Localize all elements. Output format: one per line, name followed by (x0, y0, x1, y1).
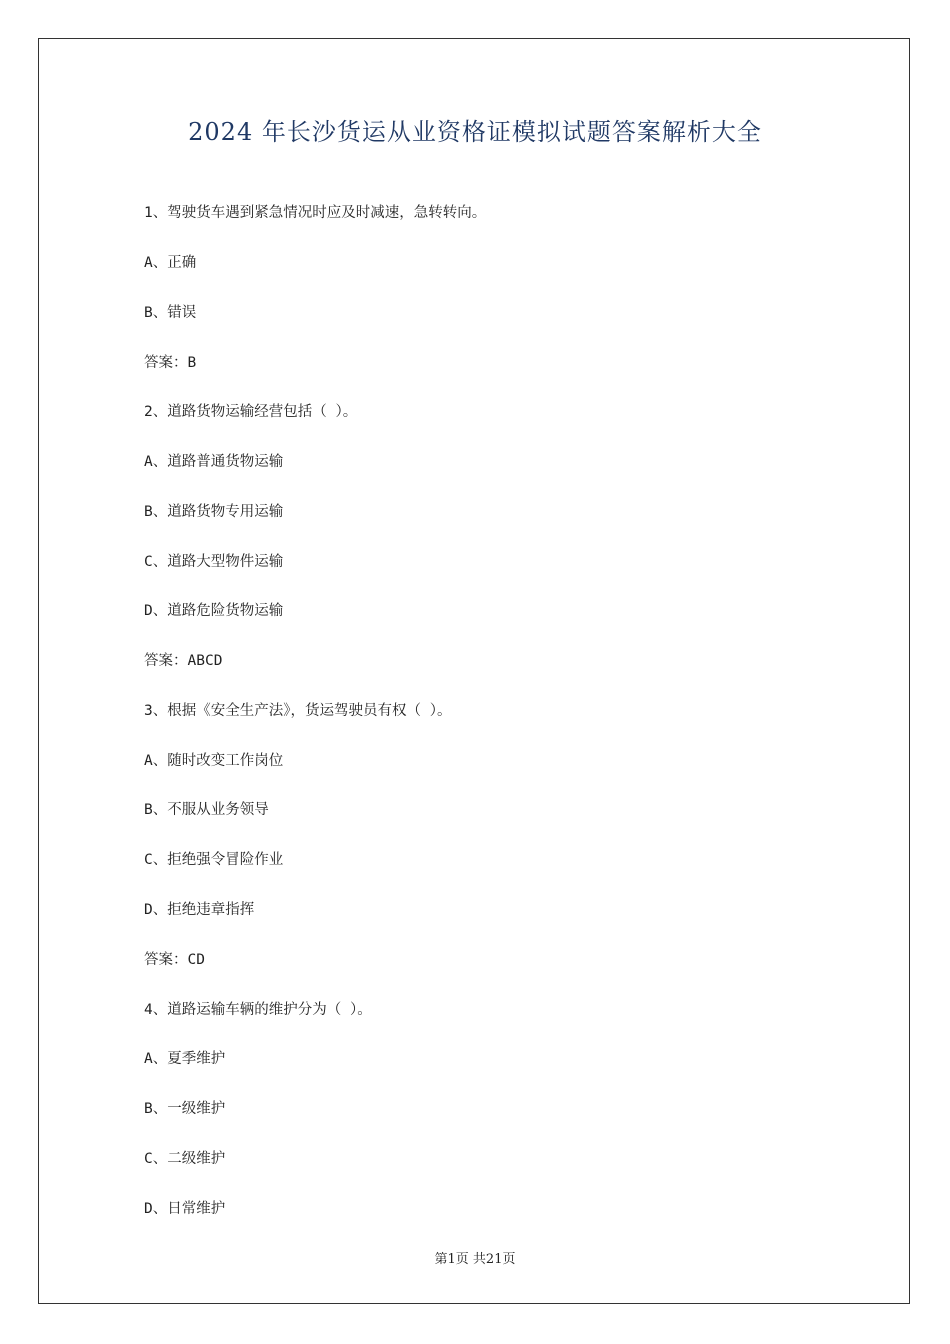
question-4: 4、道路运输车辆的维护分为（ ）。 (144, 1002, 372, 1018)
document-title: 2024 年长沙货运从业资格证模拟试题答案解析大全 (188, 118, 762, 146)
option-2b: B、道路货物专用运输 (144, 504, 284, 520)
question-1: 1、驾驶货车遇到紧急情况时应及时减速，急转转向。 (144, 205, 487, 221)
option-3c: C、拒绝强令冒险作业 (144, 852, 284, 868)
option-1b: B、错误 (144, 305, 197, 321)
option-1a: A、正确 (144, 255, 197, 271)
option-4b: B、一级维护 (144, 1101, 226, 1117)
answer-1: 答案：B (144, 355, 197, 371)
option-4c: C、二级维护 (144, 1151, 226, 1167)
page-footer: 第1页 共21页 (434, 1252, 516, 1267)
option-2a: A、道路普通货物运输 (144, 454, 284, 470)
option-3b: B、不服从业务领导 (144, 802, 269, 818)
option-2d: D、道路危险货物运输 (144, 603, 284, 619)
option-4d: D、日常维护 (144, 1201, 226, 1217)
option-2c: C、道路大型物件运输 (144, 554, 284, 570)
answer-2: 答案：ABCD (144, 653, 223, 669)
option-3d: D、拒绝违章指挥 (144, 902, 255, 918)
question-3: 3、根据《安全生产法》，货运驾驶员有权（ ）。 (144, 703, 452, 719)
answer-3: 答案：CD (144, 952, 205, 968)
option-4a: A、夏季维护 (144, 1051, 226, 1067)
option-3a: A、随时改变工作岗位 (144, 753, 284, 769)
question-2: 2、道路货物运输经营包括（ ）。 (144, 404, 358, 420)
